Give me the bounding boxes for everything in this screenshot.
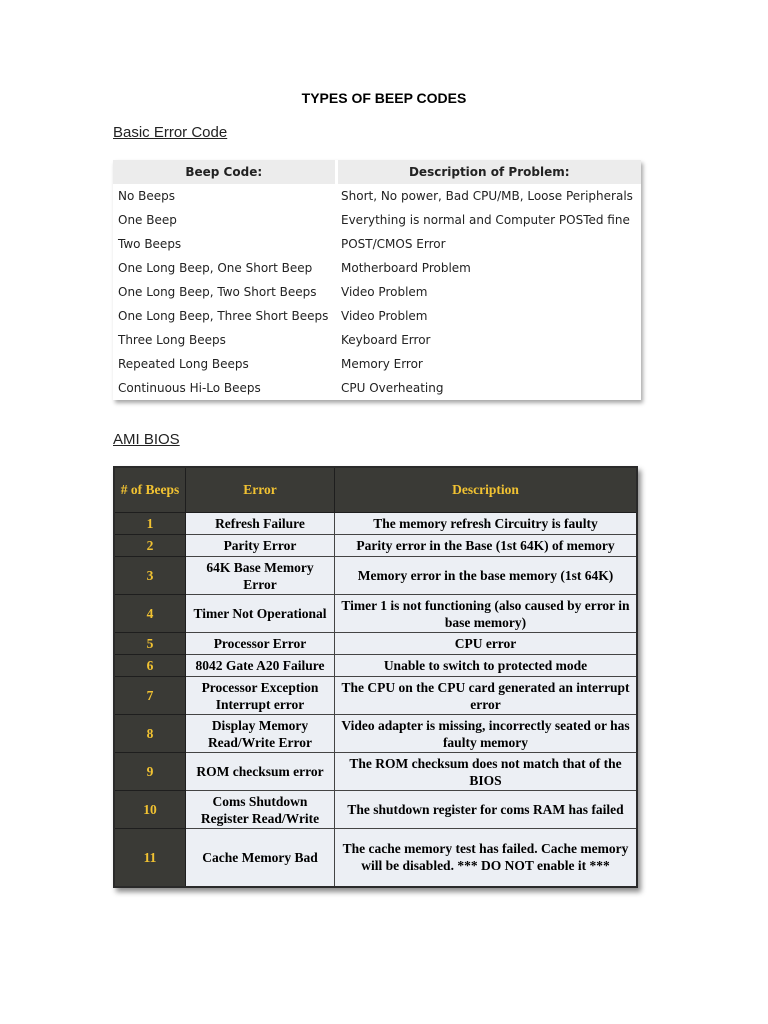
basic-table-row <box>113 328 641 352</box>
ami-table-header-row <box>114 467 637 513</box>
error-cell: Parity Error <box>186 535 335 557</box>
beep-code-cell: One Long Beep, Three Short Beeps <box>118 309 329 323</box>
basic-table-row <box>113 232 641 256</box>
beep-code-header: Beep Code: <box>113 160 336 184</box>
ami-table-row <box>114 829 637 887</box>
basic-table-row <box>113 208 641 232</box>
problem-description-cell: Everything is normal and Computer POSTed fine <box>341 213 630 227</box>
page-title: TYPES OF BEEP CODES <box>301 90 467 106</box>
ami-table-row <box>114 513 637 535</box>
problem-description-cell: CPU Overheating <box>341 381 444 395</box>
beep-code-cell: Repeated Long Beeps <box>118 357 249 371</box>
beep-count-cell: 2 <box>114 535 186 557</box>
ami-table-row <box>114 557 637 595</box>
error-cell: ROM checksum error <box>186 753 335 791</box>
ami-table-row <box>114 791 637 829</box>
basic-error-code-table <box>113 160 641 400</box>
description-cell: Unable to switch to protected mode <box>335 655 638 677</box>
ami-table-row <box>114 677 637 715</box>
description-cell: Memory error in the base memory (1st 64K) <box>335 557 638 595</box>
ami-bios-table <box>113 466 638 888</box>
description-cell: The ROM checksum does not match that of the BIOS <box>335 753 638 791</box>
basic-table-row <box>113 280 641 304</box>
description-header: Description <box>335 467 638 513</box>
beep-count-cell: 4 <box>114 595 186 633</box>
error-cell: 8042 Gate A20 Failure <box>186 655 335 677</box>
error-cell: Cache Memory Bad <box>186 829 335 887</box>
beep-code-cell: No Beeps <box>118 189 175 203</box>
beep-code-cell: One Long Beep, One Short Beep <box>118 261 313 275</box>
problem-description-cell: Video Problem <box>341 309 428 323</box>
ami-table-row <box>114 655 637 677</box>
ami-table-row <box>114 535 637 557</box>
problem-description-cell: Memory Error <box>341 357 423 371</box>
basic-table-row <box>113 184 641 208</box>
basic-table-header-row <box>113 160 641 184</box>
basic-error-code-heading: Basic Error Code <box>113 124 228 141</box>
problem-description-cell: Short, No power, Bad CPU/MB, Loose Peripherals <box>341 189 633 203</box>
beep-count-cell: 9 <box>114 753 186 791</box>
beep-code-cell: One Long Beep, Two Short Beeps <box>118 285 317 299</box>
description-cell: The shutdown register for coms RAM has failed <box>335 791 638 829</box>
beep-count-cell: 10 <box>114 791 186 829</box>
beep-code-cell: Two Beeps <box>118 237 182 251</box>
beep-count-cell: 7 <box>114 677 186 715</box>
beep-count-cell: 11 <box>114 829 186 887</box>
beep-count-cell: 3 <box>114 557 186 595</box>
ami-table-row <box>114 595 637 633</box>
basic-table-row <box>113 304 641 328</box>
ami-table-row <box>114 633 637 655</box>
ami-table-row <box>114 753 637 791</box>
description-cell: The memory refresh Circuitry is faulty <box>335 513 638 535</box>
error-header: Error <box>186 467 335 513</box>
beep-code-cell: Continuous Hi-Lo Beeps <box>118 381 261 395</box>
beep-count-cell: 5 <box>114 633 186 655</box>
description-cell: Video adapter is missing, incorrectly seated or has faulty memory <box>335 715 638 753</box>
problem-description-cell: POST/CMOS Error <box>341 237 446 251</box>
problem-description-cell: Motherboard Problem <box>341 261 471 275</box>
basic-table-row <box>113 352 641 376</box>
beep-code-cell: Three Long Beeps <box>118 333 226 347</box>
description-of-problem-header: Description of Problem: <box>336 160 641 184</box>
basic-table-row <box>113 376 641 400</box>
error-cell: Refresh Failure <box>186 513 335 535</box>
error-cell: Coms Shutdown Register Read/Write <box>186 791 335 829</box>
error-cell: Processor Exception Interrupt error <box>186 677 335 715</box>
error-cell: Processor Error <box>186 633 335 655</box>
error-cell: Timer Not Operational <box>186 595 335 633</box>
description-cell: Parity error in the Base (1st 64K) of memory <box>335 535 638 557</box>
description-cell: The CPU on the CPU card generated an interrupt error <box>335 677 638 715</box>
ami-bios-heading: AMI BIOS <box>113 431 180 448</box>
basic-table-row <box>113 256 641 280</box>
description-cell: Timer 1 is not functioning (also caused by error in base memory) <box>335 595 638 633</box>
beep-code-cell: One Beep <box>118 213 177 227</box>
num-beeps-header: # of Beeps <box>114 467 186 513</box>
error-cell: 64K Base Memory Error <box>186 557 335 595</box>
beep-count-cell: 8 <box>114 715 186 753</box>
problem-description-cell: Keyboard Error <box>341 333 431 347</box>
ami-table-row <box>114 715 637 753</box>
beep-count-cell: 1 <box>114 513 186 535</box>
description-cell: CPU error <box>335 633 638 655</box>
description-cell: The cache memory test has failed. Cache memory will be disabled. *** DO NOT enable it *** <box>335 829 638 887</box>
problem-description-cell: Video Problem <box>341 285 428 299</box>
beep-count-cell: 6 <box>114 655 186 677</box>
error-cell: Display Memory Read/Write Error <box>186 715 335 753</box>
